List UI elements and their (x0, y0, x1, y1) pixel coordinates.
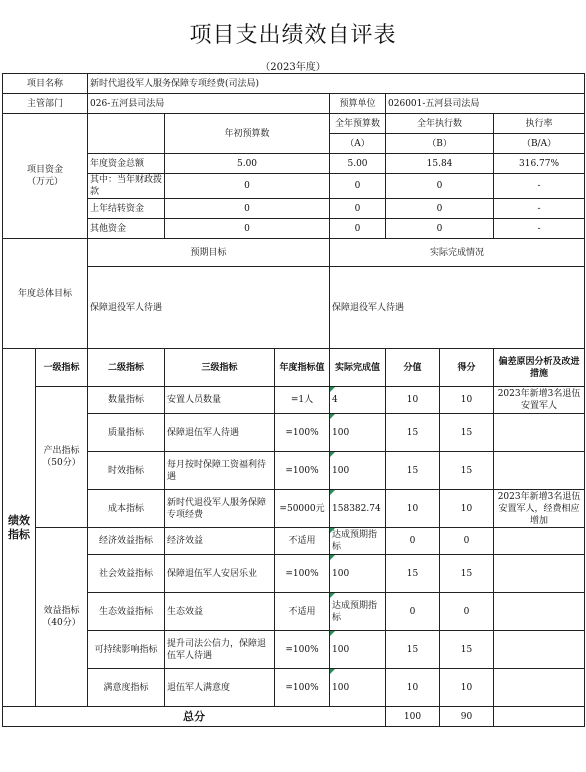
indicator-target: =100% (275, 631, 330, 669)
indicator-reason (494, 490, 585, 528)
indicator-got: 10 (440, 669, 494, 707)
funds-row (3, 154, 585, 174)
benefit-indicator-group: 效益指标 （40分） (36, 528, 88, 707)
code-a: （A） (330, 134, 386, 154)
score-header: 分值 (386, 349, 440, 387)
indicator-reason (494, 528, 585, 555)
actual-value-header: 实际完成值 (330, 349, 386, 387)
indicator-row (3, 387, 585, 414)
department-row (3, 94, 585, 114)
code-b: （B） (386, 134, 494, 154)
indicator-level3: 每月按时保障工资福利待遇 (165, 452, 275, 490)
indicator-got: 15 (440, 414, 494, 452)
indicator-target: =100% (275, 452, 330, 490)
indicator-target: =1人 (275, 387, 330, 414)
indicator-target: 不适用 (275, 528, 330, 555)
indicator-got: 15 (440, 452, 494, 490)
funds-row-rate: - (494, 219, 585, 239)
indicator-score: 15 (386, 631, 440, 669)
indicator-level3: 退伍军人满意度 (165, 669, 275, 707)
indicator-actual: 100 (330, 631, 386, 669)
project-name-label: 项目名称 (3, 74, 88, 94)
indicator-level3: 保障退伍军人待遇 (165, 414, 275, 452)
indicator-level2: 可持续影响指标 (88, 631, 165, 669)
indicator-got: 10 (440, 387, 494, 414)
budget-unit-label: 预算单位 (330, 94, 386, 114)
indicator-target: =100% (275, 669, 330, 707)
indicator-row (3, 528, 585, 555)
funds-row-initial: 0 (165, 199, 330, 219)
indicator-score: 10 (386, 669, 440, 707)
indicator-got: 15 (440, 555, 494, 593)
year-label: （2023年度） (260, 62, 326, 73)
funds-row-budget: 5.00 (330, 154, 386, 174)
indicator-got: 10 (440, 490, 494, 528)
funds-row-exec: 0 (386, 219, 494, 239)
indicator-reason (494, 387, 585, 414)
funds-row-budget: 0 (330, 199, 386, 219)
level2-header: 二级指标 (88, 349, 165, 387)
indicator-target: =100% (275, 555, 330, 593)
indicator-level3: 新时代退役军人服务保障专项经费 (165, 490, 275, 528)
indicator-reason-text: 2023年新增3名退伍安置军人 (497, 389, 581, 411)
indicator-level2: 成本指标 (88, 490, 165, 528)
indicator-score: 15 (386, 414, 440, 452)
funds-row-label: 年度资金总额 (88, 154, 165, 174)
indicator-target: 不适用 (275, 593, 330, 631)
indicator-got: 0 (440, 528, 494, 555)
total-score: 100 (386, 707, 440, 727)
full-exec-header: 全年执行数 (386, 114, 494, 134)
funds-row (3, 174, 585, 199)
indicator-level3: 生态效益 (165, 593, 275, 631)
department-value: 026-五河县司法局 (88, 94, 330, 114)
indicator-score: 10 (386, 490, 440, 528)
department-label: 主管部门 (3, 94, 88, 114)
evaluation-table (2, 73, 585, 727)
total-row (3, 707, 585, 727)
funds-row-label: 上年结转资金 (88, 199, 165, 219)
indicator-reason (494, 631, 585, 669)
indicator-row (3, 631, 585, 669)
funds-label: 项目资金 （万元） (3, 114, 88, 239)
funds-blank-header (88, 114, 165, 154)
indicator-score: 15 (386, 452, 440, 490)
indicator-level3: 安置人员数量 (165, 387, 275, 414)
indicator-reason (494, 669, 585, 707)
funds-row-initial: 5.00 (165, 154, 330, 174)
indicator-actual: 4 (330, 387, 386, 414)
funds-row-initial: 0 (165, 174, 330, 199)
indicator-actual-text: 达成预期指标 (332, 530, 378, 552)
performance-indicator-label: 绩效指标 (3, 349, 36, 707)
funds-row (3, 199, 585, 219)
project-name-row (3, 74, 585, 94)
indicator-row (3, 593, 585, 631)
expected-goal: 保障退役军人待遇 (88, 267, 330, 349)
target-value-header: 年度指标值 (275, 349, 330, 387)
indicator-level2: 社会效益指标 (88, 555, 165, 593)
indicator-actual: 100 (330, 669, 386, 707)
funds-row-exec: 0 (386, 174, 494, 199)
budget-unit-value: 026001-五河县司法局 (386, 94, 585, 114)
code-ba: （B/A） (494, 134, 585, 154)
goals-label: 年度总体目标 (3, 239, 88, 349)
indicator-actual (330, 528, 386, 555)
deviation-reason-header: 偏差原因分析及改进措施 (494, 349, 585, 387)
indicator-reason (494, 593, 585, 631)
indicator-row (3, 452, 585, 490)
indicator-got: 0 (440, 593, 494, 631)
project-name-value: 新时代退役军人服务保障专项经费(司法局) (88, 74, 585, 94)
indicator-actual: 100 (330, 452, 386, 490)
indicator-reason-text: 2023年新增3名退伍安置军人，经费相应增加 (497, 491, 581, 526)
total-blank (494, 707, 585, 727)
indicator-got: 15 (440, 631, 494, 669)
indicator-actual: 158382.74 (330, 490, 386, 528)
got-score-header: 得分 (440, 349, 494, 387)
indicator-target: =100% (275, 414, 330, 452)
funds-row-exec: 15.84 (386, 154, 494, 174)
level3-header: 三级指标 (165, 349, 275, 387)
indicator-score: 10 (386, 387, 440, 414)
funds-row-label: 其他资金 (88, 219, 165, 239)
indicator-level2: 满意度指标 (88, 669, 165, 707)
goals-header-row (3, 239, 585, 267)
actual-result: 保障退役军人待遇 (330, 267, 585, 349)
indicator-score: 15 (386, 555, 440, 593)
expected-goal-header: 预期目标 (88, 239, 330, 267)
indicator-reason (494, 555, 585, 593)
funds-header-row (3, 114, 585, 134)
indicator-level2: 时效指标 (88, 452, 165, 490)
output-indicator-group: 产出指标 （50分） (36, 387, 88, 528)
indicator-level2: 经济效益指标 (88, 528, 165, 555)
actual-result-header: 实际完成情况 (330, 239, 585, 267)
funds-row-budget: 0 (330, 219, 386, 239)
funds-row-exec: 0 (386, 199, 494, 219)
indicator-header-row (3, 349, 585, 387)
funds-row-rate: - (494, 199, 585, 219)
indicator-row (3, 555, 585, 593)
funds-row-rate: 316.77% (494, 154, 585, 174)
indicator-row (3, 414, 585, 452)
indicator-target: =50000元 (275, 490, 330, 528)
level1-header: 一级指标 (36, 349, 88, 387)
indicator-actual: 达成预期指标 (330, 593, 386, 631)
indicator-actual: 100 (330, 555, 386, 593)
funds-row-initial: 0 (165, 219, 330, 239)
initial-budget-header: 年初预算数 (165, 114, 330, 154)
full-budget-header: 全年预算数 (330, 114, 386, 134)
funds-row-rate: - (494, 174, 585, 199)
indicator-row (3, 669, 585, 707)
indicator-reason (494, 452, 585, 490)
indicator-level2: 生态效益指标 (88, 593, 165, 631)
indicator-score: 0 (386, 528, 440, 555)
indicator-level2: 数量指标 (88, 387, 165, 414)
funds-row (3, 219, 585, 239)
indicator-reason (494, 414, 585, 452)
total-got: 90 (440, 707, 494, 727)
funds-row-budget: 0 (330, 174, 386, 199)
exec-rate-header: 执行率 (494, 114, 585, 134)
indicator-level2: 质量指标 (88, 414, 165, 452)
page-title: 项目支出绩效自评表 (189, 23, 397, 48)
indicator-actual: 100 (330, 414, 386, 452)
goals-content-row (3, 267, 585, 349)
indicator-row (3, 490, 585, 528)
indicator-level3: 提升司法公信力，保障退伍军人待遇 (165, 631, 275, 669)
funds-row-label: 其中：当年财政拨款 (88, 174, 165, 199)
indicator-level3: 经济效益 (165, 528, 275, 555)
indicator-level3: 保障退伍军人安居乐业 (165, 555, 275, 593)
total-label: 总分 (3, 707, 386, 727)
indicator-score: 0 (386, 593, 440, 631)
